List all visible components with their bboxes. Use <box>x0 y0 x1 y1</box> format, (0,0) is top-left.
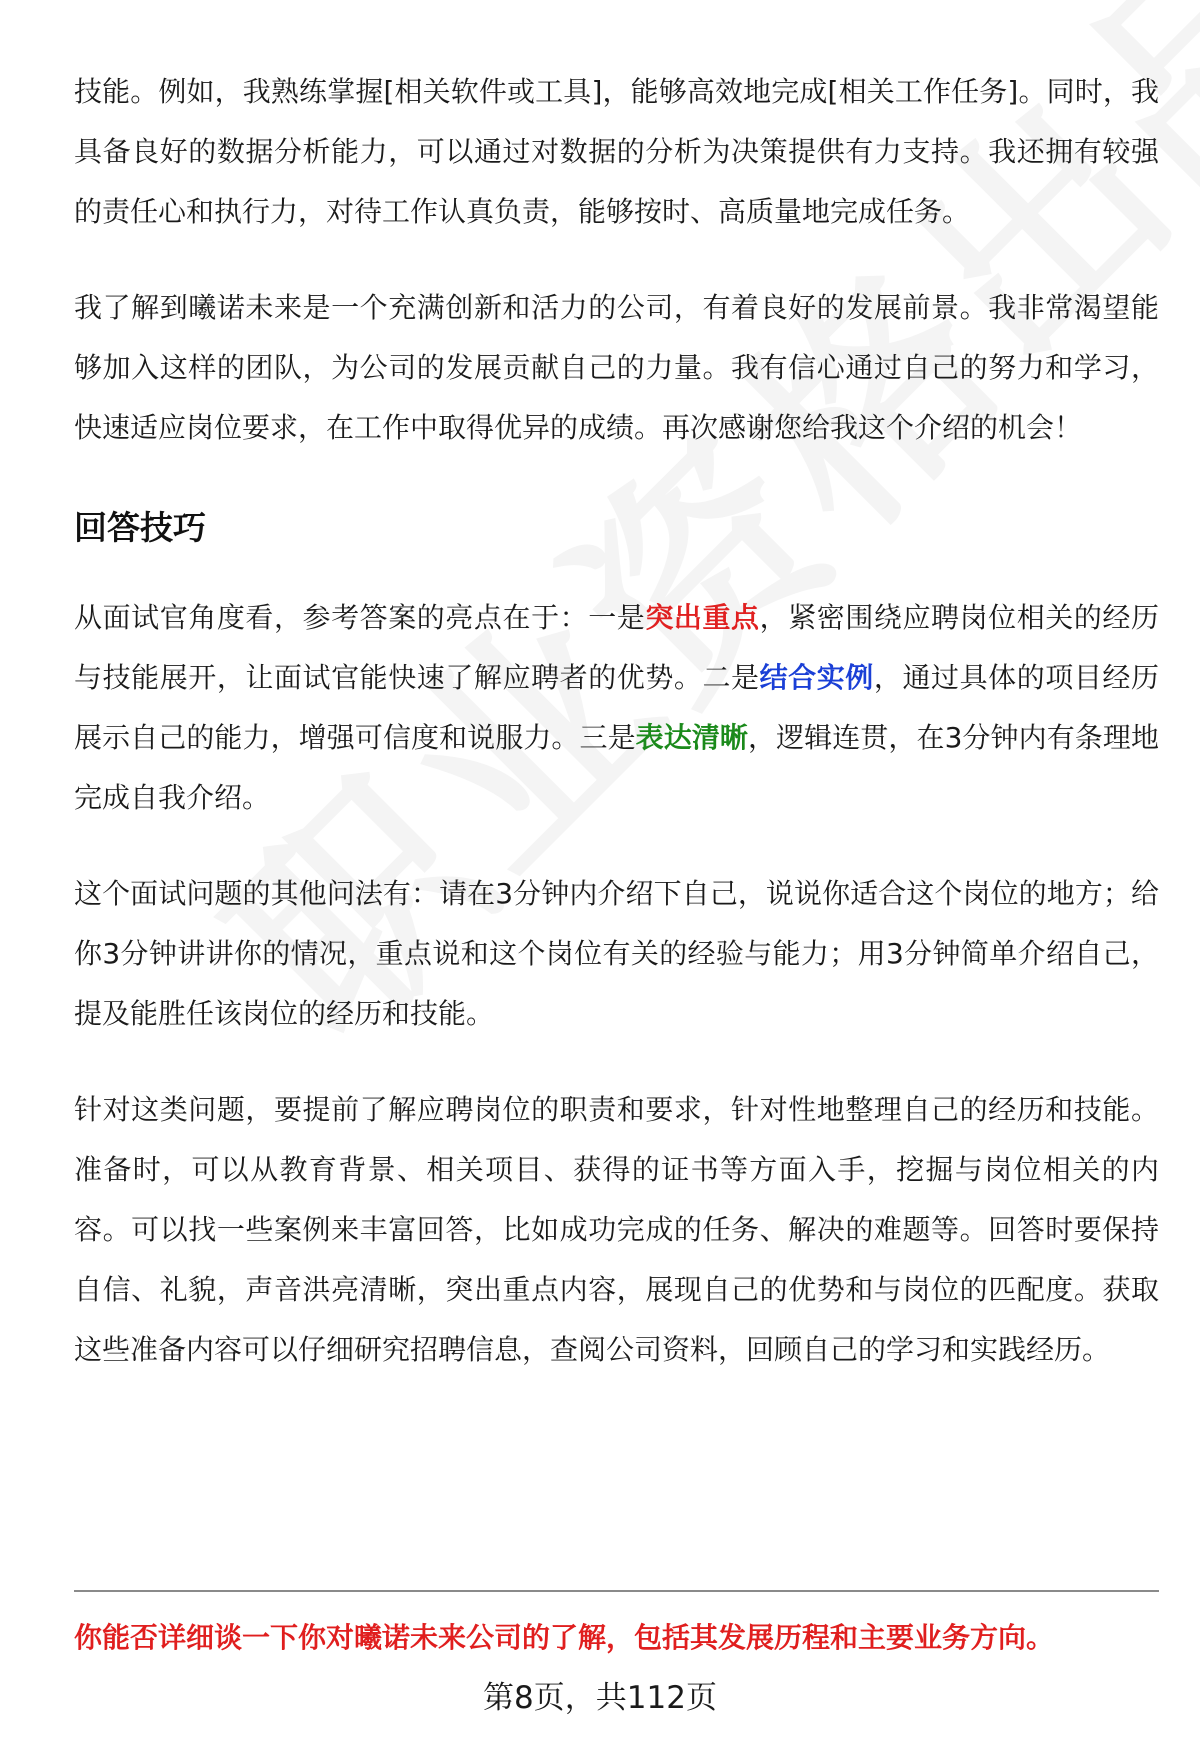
highlight-examples: 结合实例 <box>759 661 874 694</box>
highlight-key-points: 突出重点 <box>645 601 760 634</box>
section-heading: 回答技巧 <box>74 508 206 547</box>
tips-text-4: ，逻辑连贯，在3分钟内有条理地完成自我介绍。 <box>74 721 1159 814</box>
tips-text-2: ，紧密围绕应聘岗位相关的经历与技能展开，让面试官能快速了解应聘者的优势。二是 <box>74 601 1159 694</box>
next-question: 你能否详细谈一下你对曦诺未来公司的了解，包括其发展历程和主要业务方向。 <box>74 1621 1055 1654</box>
answer-paragraph-skills: 技能。例如，我熟练掌握[相关软件或工具]，能够高效地完成[相关工作任务]。同时，我具备良好的数据分析能力，可以通过对数据的分析为决策提供有力支持。我还拥有较强的责任心和执行力，对待工作认真负责，能够按时、高质量地完成任务。 <box>74 75 1159 228</box>
tips-text-3: ，通过具体的项目经历展示自己的能力，增强可信度和说服力。三是 <box>74 661 1159 754</box>
page-number: 第8页，共112页 <box>483 1680 717 1716</box>
document-body <box>74 62 1159 1416</box>
tips-paragraph <box>74 588 1159 828</box>
divider <box>74 1590 1159 1592</box>
answer-paragraph-company: 我了解到曦诺未来是一个充满创新和活力的公司，有着良好的发展前景。我非常渴望能够加入这样的团队，为公司的发展贡献自己的力量。我有信心通过自己的努力和学习，快速适应岗位要求，在工作中取得优异的成绩。再次感谢您给我这个介绍的机会！ <box>74 291 1159 444</box>
highlight-clarity: 表达清晰 <box>635 721 748 754</box>
alternate-questions-paragraph: 这个面试问题的其他问法有：请在3分钟内介绍下自己，说说你适合这个岗位的地方；给你3分钟讲讲你的情况，重点说和这个岗位有关的经验与能力；用3分钟简单介绍自己，提及能胜任该岗位的经历和技能。 <box>74 877 1159 1030</box>
preparation-paragraph: 针对这类问题，要提前了解应聘岗位的职责和要求，针对性地整理自己的经历和技能。准备时，可以从教育背景、相关项目、获得的证书等方面入手，挖掘与岗位相关的内容。可以找一些案例来丰富回答，比如成功完成的任务、解决的难题等。回答时要保持自信、礼貌，声音洪亮清晰，突出重点内容，展现自己的优势和与岗位的匹配度。获取这些准备内容可以仔细研究招聘信息，查阅公司资料，回顾自己的学习和实践经历。 <box>74 1093 1159 1366</box>
tips-text-1: 从面试官角度看，参考答案的亮点在于：一是 <box>74 601 646 634</box>
